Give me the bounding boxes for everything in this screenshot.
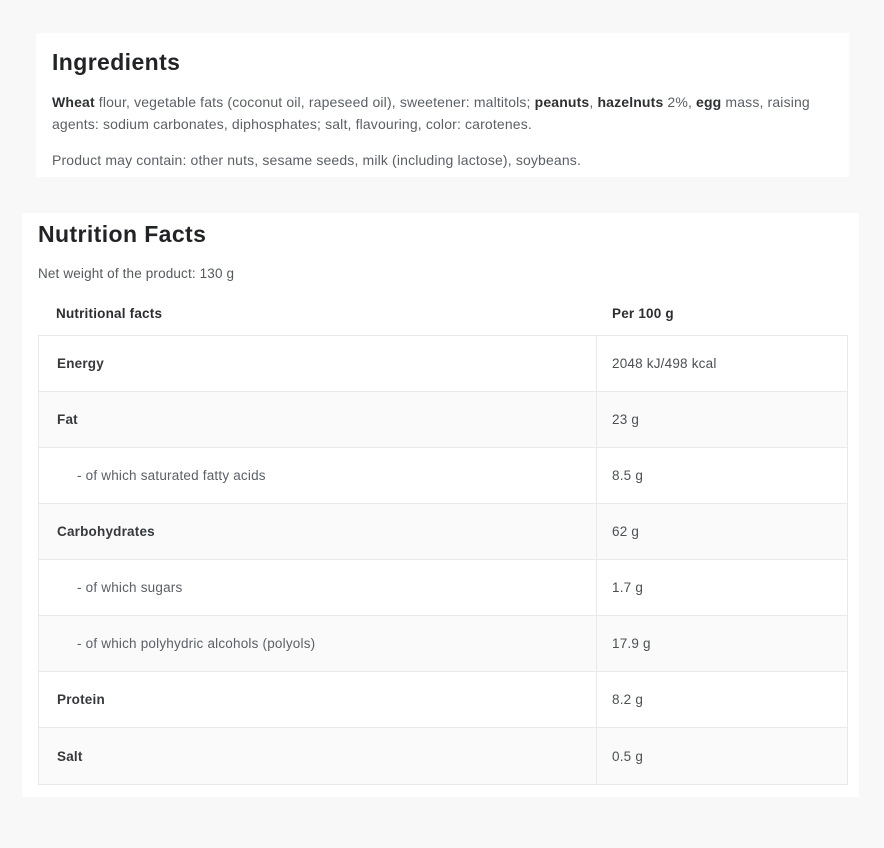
table-row: [39, 728, 847, 784]
row-label: Energy: [39, 336, 597, 391]
nutrition-table-header: [38, 291, 848, 335]
row-label: Fat: [39, 392, 597, 447]
row-label: - of which sugars: [39, 560, 597, 615]
net-weight-text: Net weight of the product: 130 g: [38, 266, 235, 281]
row-value: 2048 kJ/498 kcal: [612, 356, 717, 371]
row-label: - of which saturated fatty acids: [39, 448, 597, 503]
row-label: Carbohydrates: [39, 504, 597, 559]
table-row: [39, 616, 847, 672]
ingredients-text-segment: ,: [589, 94, 598, 110]
table-row: [39, 504, 847, 560]
column-header-nutritional-facts: Nutritional facts: [56, 305, 163, 321]
row-label: Protein: [39, 672, 597, 727]
table-row: [39, 448, 847, 504]
ingredients-paragraph-2: Product may contain: other nuts, sesame seeds, milk (including lactose), soybeans.: [52, 152, 581, 168]
allergen-bold-text: hazelnuts: [597, 94, 664, 110]
row-label: - of which polyhydric alcohols (polyols): [39, 616, 597, 671]
allergen-bold-text: peanuts: [534, 94, 590, 110]
row-label: Salt: [39, 728, 597, 784]
ingredients-text-segment: mass, raising agents: sodium carbonates, diphosphates; salt, flavouring, color: carotenes.: [52, 94, 810, 132]
nutrition-table-body: [38, 335, 848, 785]
row-value: 62 g: [612, 524, 640, 539]
row-value: 8.5 g: [612, 468, 644, 483]
row-value: 0.5 g: [612, 748, 644, 764]
table-row: [39, 392, 847, 448]
table-row: [39, 336, 847, 392]
table-row: [39, 672, 847, 728]
row-value: 17.9 g: [612, 636, 651, 651]
row-value: 1.7 g: [612, 580, 644, 595]
ingredients-text-segment: 2%,: [663, 94, 697, 110]
row-value: 23 g: [612, 412, 640, 427]
row-value: 8.2 g: [612, 692, 644, 707]
ingredients-text-segment: flour, vegetable fats (coconut oil, rapeseed oil), sweetener: maltitols;: [94, 94, 535, 110]
allergen-bold-text: Wheat: [52, 94, 95, 110]
allergen-bold-text: egg: [696, 94, 722, 110]
ingredients-card: [36, 33, 849, 177]
nutrition-table: [38, 291, 848, 785]
ingredients-paragraph-1: [52, 91, 833, 135]
nutrition-facts-title: Nutrition Facts: [38, 221, 207, 247]
nutrition-facts-card: [22, 213, 859, 797]
column-header-per-100g: Per 100 g: [612, 305, 674, 321]
ingredients-title: Ingredients: [52, 49, 181, 75]
table-row: [39, 560, 847, 616]
